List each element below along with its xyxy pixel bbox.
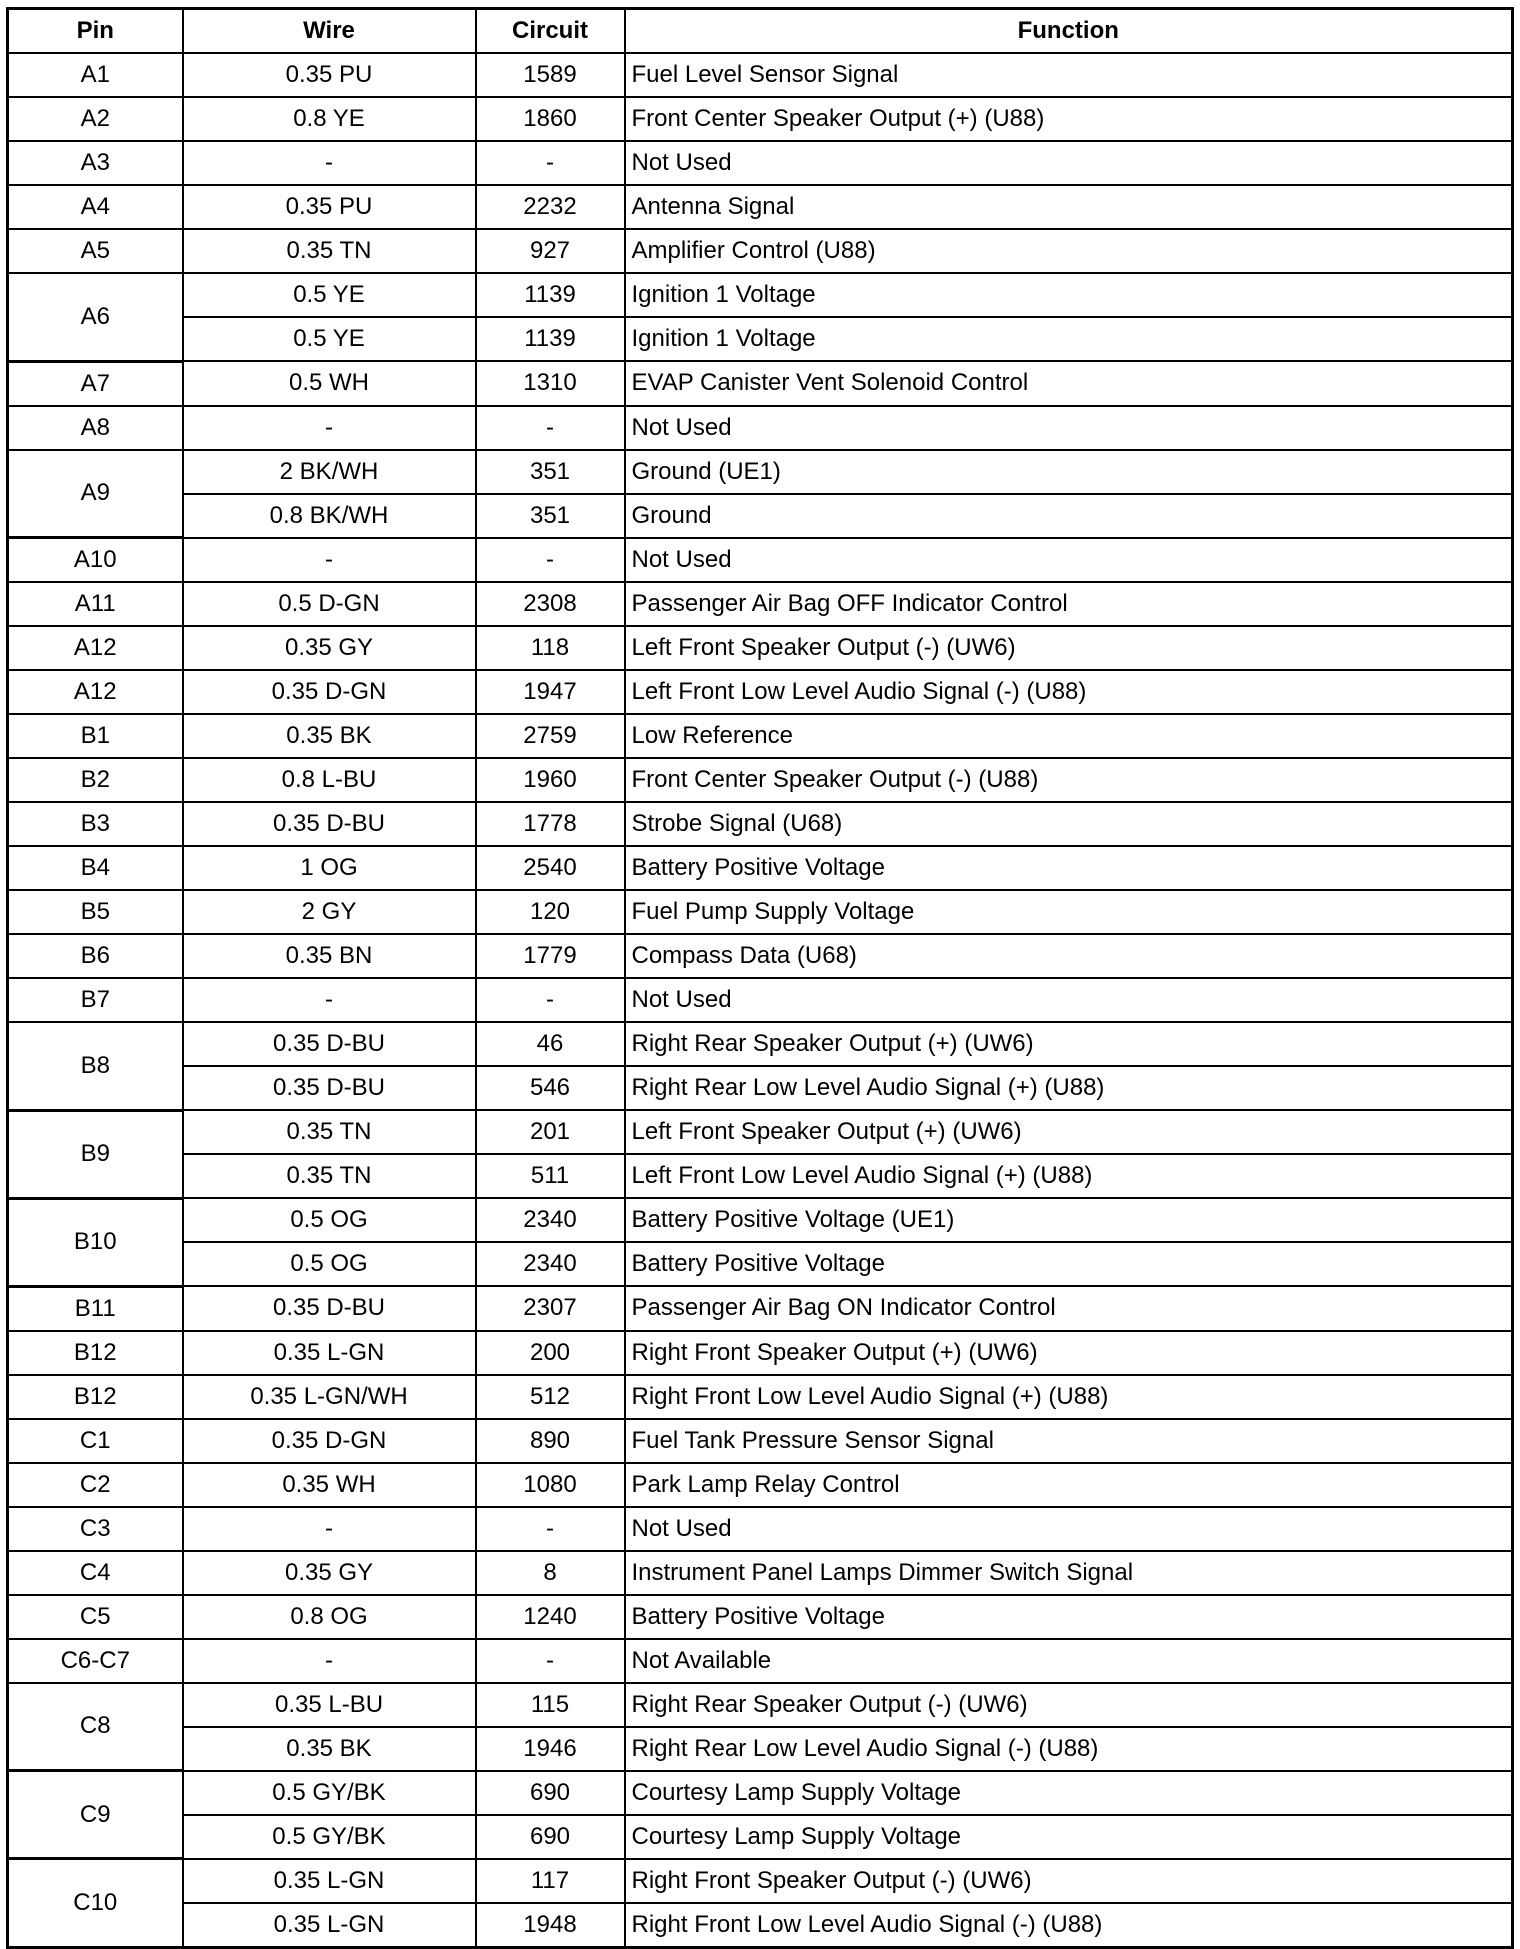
pin-cell: B6 <box>8 934 183 978</box>
table-row <box>8 1375 1513 1419</box>
function-cell: Front Center Speaker Output (-) (U88) <box>625 758 1513 802</box>
table-header <box>8 9 1513 54</box>
circuit-cell: 1080 <box>476 1463 625 1507</box>
function-cell: EVAP Canister Vent Solenoid Control <box>625 361 1513 406</box>
wire-cell: 0.8 OG <box>183 1595 476 1639</box>
wire-cell: 0.35 TN <box>183 229 476 273</box>
table-row <box>8 1419 1513 1463</box>
pin-cell: A10 <box>8 538 183 583</box>
function-cell: Ignition 1 Voltage <box>625 317 1513 361</box>
table-row <box>8 1859 1513 1903</box>
wire-cell: 0.35 D-GN <box>183 670 476 714</box>
function-cell: Antenna Signal <box>625 185 1513 229</box>
table-row <box>8 450 1513 494</box>
circuit-cell: 511 <box>476 1154 625 1198</box>
circuit-cell: 1589 <box>476 53 625 97</box>
pin-cell: B5 <box>8 890 183 934</box>
wire-cell: 0.35 L-GN <box>183 1331 476 1375</box>
table-row <box>8 758 1513 802</box>
function-cell: Front Center Speaker Output (+) (U88) <box>625 97 1513 141</box>
table-row <box>8 1507 1513 1551</box>
pin-cell: B12 <box>8 1375 183 1419</box>
function-cell: Battery Positive Voltage (UE1) <box>625 1198 1513 1242</box>
function-cell: Fuel Level Sensor Signal <box>625 53 1513 97</box>
table-row <box>8 582 1513 626</box>
pin-cell: A12 <box>8 626 183 670</box>
function-cell: Right Front Low Level Audio Signal (+) (U88) <box>625 1375 1513 1419</box>
column-header-pin: Pin <box>8 9 183 54</box>
wire-cell: - <box>183 1639 476 1683</box>
pin-cell: B9 <box>8 1110 183 1198</box>
function-cell: Ground (UE1) <box>625 450 1513 494</box>
wire-cell: - <box>183 538 476 583</box>
function-cell: Passenger Air Bag OFF Indicator Control <box>625 582 1513 626</box>
pin-cell: C10 <box>8 1859 183 1948</box>
table-row <box>8 185 1513 229</box>
function-cell: Right Rear Speaker Output (+) (UW6) <box>625 1022 1513 1066</box>
function-cell: Not Used <box>625 538 1513 583</box>
table-row <box>8 1198 1513 1242</box>
circuit-cell: - <box>476 406 625 450</box>
circuit-cell: 1947 <box>476 670 625 714</box>
function-cell: Not Used <box>625 1507 1513 1551</box>
function-cell: Courtesy Lamp Supply Voltage <box>625 1815 1513 1859</box>
wire-cell: 0.35 D-BU <box>183 802 476 846</box>
wire-cell: 0.35 BK <box>183 714 476 758</box>
wire-cell: 0.35 D-BU <box>183 1022 476 1066</box>
table-row <box>8 1727 1513 1771</box>
wire-cell: 0.8 L-BU <box>183 758 476 802</box>
circuit-cell: 2340 <box>476 1198 625 1242</box>
function-cell: Left Front Speaker Output (-) (UW6) <box>625 626 1513 670</box>
function-cell: Low Reference <box>625 714 1513 758</box>
wire-cell: 0.5 YE <box>183 273 476 317</box>
column-header-circuit: Circuit <box>476 9 625 54</box>
circuit-cell: 1779 <box>476 934 625 978</box>
function-cell: Left Front Speaker Output (+) (UW6) <box>625 1110 1513 1154</box>
table-row <box>8 1815 1513 1859</box>
circuit-cell: 690 <box>476 1771 625 1815</box>
pin-cell: A12 <box>8 670 183 714</box>
circuit-cell: 1240 <box>476 1595 625 1639</box>
wire-cell: 0.5 WH <box>183 361 476 406</box>
table-row <box>8 1683 1513 1727</box>
circuit-cell: 2759 <box>476 714 625 758</box>
pin-cell: C6-C7 <box>8 1639 183 1683</box>
table-body <box>8 53 1513 1947</box>
function-cell: Right Front Speaker Output (-) (UW6) <box>625 1859 1513 1903</box>
function-cell: Fuel Tank Pressure Sensor Signal <box>625 1419 1513 1463</box>
circuit-cell: 2308 <box>476 582 625 626</box>
circuit-cell: - <box>476 141 625 185</box>
pin-cell: B1 <box>8 714 183 758</box>
circuit-cell: 1778 <box>476 802 625 846</box>
function-cell: Amplifier Control (U88) <box>625 229 1513 273</box>
function-cell: Left Front Low Level Audio Signal (+) (U88) <box>625 1154 1513 1198</box>
function-cell: Ignition 1 Voltage <box>625 273 1513 317</box>
wire-cell: 0.35 PU <box>183 185 476 229</box>
pin-cell: C2 <box>8 1463 183 1507</box>
circuit-cell: 200 <box>476 1331 625 1375</box>
circuit-cell: 8 <box>476 1551 625 1595</box>
wire-cell: 0.35 L-GN <box>183 1903 476 1948</box>
table-row <box>8 1771 1513 1815</box>
circuit-cell: 1946 <box>476 1727 625 1771</box>
function-cell: Battery Positive Voltage <box>625 846 1513 890</box>
function-cell: Not Used <box>625 141 1513 185</box>
table-row <box>8 141 1513 185</box>
table-row <box>8 846 1513 890</box>
function-cell: Battery Positive Voltage <box>625 1595 1513 1639</box>
function-cell: Left Front Low Level Audio Signal (-) (U88) <box>625 670 1513 714</box>
circuit-cell: 351 <box>476 494 625 538</box>
wire-cell: 0.5 YE <box>183 317 476 361</box>
table-row <box>8 714 1513 758</box>
wire-cell: 0.35 GY <box>183 626 476 670</box>
table-row <box>8 670 1513 714</box>
function-cell: Right Rear Speaker Output (-) (UW6) <box>625 1683 1513 1727</box>
wire-cell: 0.5 GY/BK <box>183 1771 476 1815</box>
wire-cell: 0.35 L-GN <box>183 1859 476 1903</box>
circuit-cell: 1139 <box>476 317 625 361</box>
wire-cell: 0.35 WH <box>183 1463 476 1507</box>
circuit-cell: - <box>476 978 625 1022</box>
circuit-cell: 546 <box>476 1066 625 1110</box>
pin-cell: A3 <box>8 141 183 185</box>
function-cell: Right Front Speaker Output (+) (UW6) <box>625 1331 1513 1375</box>
pin-cell: B7 <box>8 978 183 1022</box>
table-row <box>8 1110 1513 1154</box>
circuit-cell: - <box>476 1639 625 1683</box>
wire-cell: 0.35 D-BU <box>183 1286 476 1331</box>
table-row <box>8 361 1513 406</box>
function-cell: Right Rear Low Level Audio Signal (+) (U88) <box>625 1066 1513 1110</box>
pin-cell: C1 <box>8 1419 183 1463</box>
function-cell: Not Available <box>625 1639 1513 1683</box>
wire-cell: 0.5 OG <box>183 1242 476 1286</box>
circuit-cell: 1139 <box>476 273 625 317</box>
pin-cell: C8 <box>8 1683 183 1771</box>
pin-cell: B12 <box>8 1331 183 1375</box>
table-row <box>8 1639 1513 1683</box>
function-cell: Strobe Signal (U68) <box>625 802 1513 846</box>
pin-cell: C9 <box>8 1771 183 1859</box>
pin-cell: B3 <box>8 802 183 846</box>
pin-cell: C5 <box>8 1595 183 1639</box>
table-row <box>8 1595 1513 1639</box>
table-row <box>8 97 1513 141</box>
circuit-cell: 115 <box>476 1683 625 1727</box>
table-row <box>8 802 1513 846</box>
circuit-cell: 1310 <box>476 361 625 406</box>
circuit-cell: - <box>476 538 625 583</box>
wire-cell: 0.5 GY/BK <box>183 1815 476 1859</box>
circuit-cell: 351 <box>476 450 625 494</box>
circuit-cell: 927 <box>476 229 625 273</box>
function-cell: Right Front Low Level Audio Signal (-) (U88) <box>625 1903 1513 1948</box>
pin-cell: A4 <box>8 185 183 229</box>
table-row <box>8 978 1513 1022</box>
circuit-cell: 120 <box>476 890 625 934</box>
pin-cell: B11 <box>8 1286 183 1331</box>
circuit-cell: 890 <box>476 1419 625 1463</box>
table-row <box>8 1286 1513 1331</box>
table-row <box>8 538 1513 583</box>
circuit-cell: 2232 <box>476 185 625 229</box>
table-row <box>8 1154 1513 1198</box>
table-row <box>8 494 1513 538</box>
wire-cell: 0.35 TN <box>183 1110 476 1154</box>
pin-cell: A6 <box>8 273 183 361</box>
function-cell: Instrument Panel Lamps Dimmer Switch Signal <box>625 1551 1513 1595</box>
pin-cell: B4 <box>8 846 183 890</box>
pin-cell: A2 <box>8 97 183 141</box>
function-cell: Fuel Pump Supply Voltage <box>625 890 1513 934</box>
table-row <box>8 1331 1513 1375</box>
function-cell: Compass Data (U68) <box>625 934 1513 978</box>
wire-cell: 0.5 D-GN <box>183 582 476 626</box>
pin-cell: A9 <box>8 450 183 538</box>
column-header-wire: Wire <box>183 9 476 54</box>
circuit-cell: 46 <box>476 1022 625 1066</box>
table-row <box>8 53 1513 97</box>
circuit-cell: 201 <box>476 1110 625 1154</box>
pin-cell: B10 <box>8 1198 183 1286</box>
table-row <box>8 626 1513 670</box>
table-row <box>8 1022 1513 1066</box>
column-header-function: Function <box>625 9 1513 54</box>
wire-cell: 0.35 GY <box>183 1551 476 1595</box>
pin-cell: A5 <box>8 229 183 273</box>
wire-cell: 0.35 BK <box>183 1727 476 1771</box>
function-cell: Not Used <box>625 978 1513 1022</box>
pin-cell: A1 <box>8 53 183 97</box>
pin-cell: C4 <box>8 1551 183 1595</box>
table-row <box>8 1463 1513 1507</box>
table-row <box>8 229 1513 273</box>
circuit-cell: 2307 <box>476 1286 625 1331</box>
circuit-cell: 512 <box>476 1375 625 1419</box>
wire-cell: - <box>183 1507 476 1551</box>
function-cell: Passenger Air Bag ON Indicator Control <box>625 1286 1513 1331</box>
table-row <box>8 273 1513 317</box>
wire-cell: - <box>183 406 476 450</box>
wire-cell: 0.8 BK/WH <box>183 494 476 538</box>
circuit-cell: 117 <box>476 1859 625 1903</box>
pin-cell: A11 <box>8 582 183 626</box>
function-cell: Not Used <box>625 406 1513 450</box>
pin-cell: B8 <box>8 1022 183 1110</box>
circuit-cell: 1860 <box>476 97 625 141</box>
pin-cell: A8 <box>8 406 183 450</box>
header-row <box>8 9 1513 54</box>
table-row <box>8 934 1513 978</box>
function-cell: Ground <box>625 494 1513 538</box>
circuit-cell: 690 <box>476 1815 625 1859</box>
table-row <box>8 1903 1513 1948</box>
wire-cell: 0.35 BN <box>183 934 476 978</box>
table-row <box>8 317 1513 361</box>
function-cell: Battery Positive Voltage <box>625 1242 1513 1286</box>
table-row <box>8 406 1513 450</box>
wire-cell: 0.5 OG <box>183 1198 476 1242</box>
table-row <box>8 1242 1513 1286</box>
circuit-cell: 2340 <box>476 1242 625 1286</box>
wire-cell: 0.35 L-GN/WH <box>183 1375 476 1419</box>
circuit-cell: 1960 <box>476 758 625 802</box>
circuit-cell: 2540 <box>476 846 625 890</box>
pin-cell: A7 <box>8 361 183 406</box>
function-cell: Park Lamp Relay Control <box>625 1463 1513 1507</box>
wire-cell: - <box>183 141 476 185</box>
table-row <box>8 1066 1513 1110</box>
wire-cell: 0.35 D-BU <box>183 1066 476 1110</box>
wire-cell: 0.35 D-GN <box>183 1419 476 1463</box>
wire-cell: 0.35 PU <box>183 53 476 97</box>
table-row <box>8 890 1513 934</box>
connector-pinout-table <box>6 7 1514 1949</box>
circuit-cell: - <box>476 1507 625 1551</box>
wire-cell: 0.35 L-BU <box>183 1683 476 1727</box>
function-cell: Courtesy Lamp Supply Voltage <box>625 1771 1513 1815</box>
wire-cell: 2 BK/WH <box>183 450 476 494</box>
wire-cell: 2 GY <box>183 890 476 934</box>
circuit-cell: 118 <box>476 626 625 670</box>
table-row <box>8 1551 1513 1595</box>
function-cell: Right Rear Low Level Audio Signal (-) (U88) <box>625 1727 1513 1771</box>
pin-cell: C3 <box>8 1507 183 1551</box>
pin-cell: B2 <box>8 758 183 802</box>
circuit-cell: 1948 <box>476 1903 625 1948</box>
wire-cell: 0.35 TN <box>183 1154 476 1198</box>
wire-cell: 0.8 YE <box>183 97 476 141</box>
wire-cell: 1 OG <box>183 846 476 890</box>
wire-cell: - <box>183 978 476 1022</box>
